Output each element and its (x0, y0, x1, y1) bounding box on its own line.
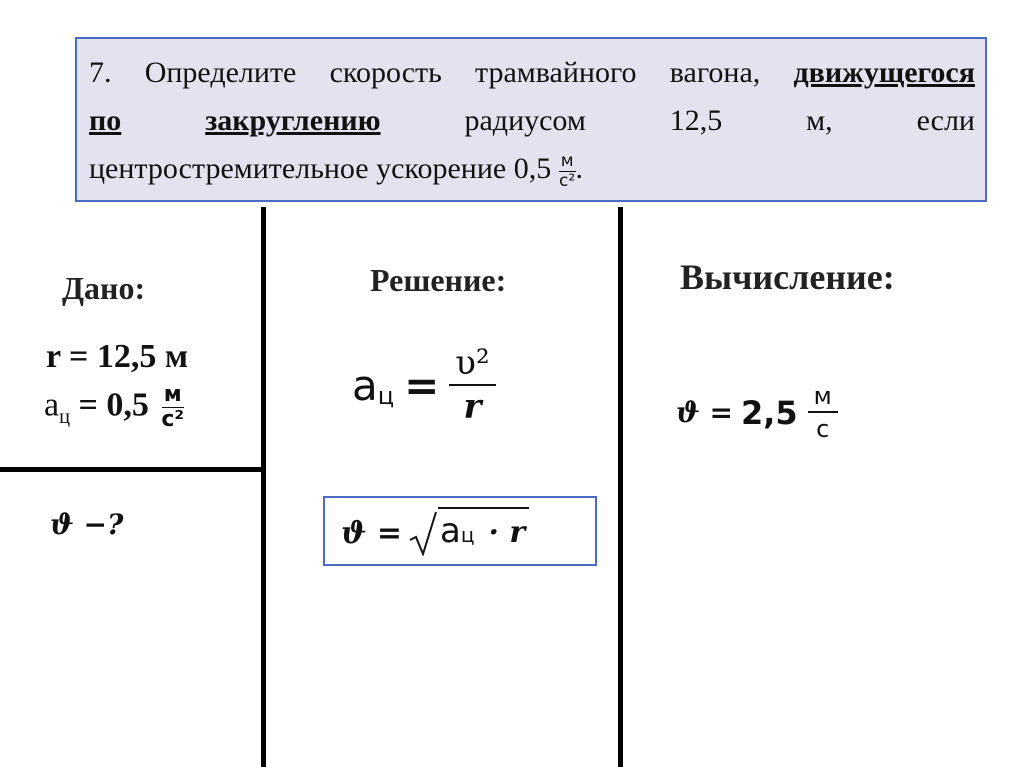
task-word: 12,5 (669, 104, 723, 137)
accel-subscript: ц (377, 382, 395, 410)
task-underlined-word: по (89, 104, 122, 137)
velocity-unit (808, 384, 838, 441)
given-acceleration (44, 384, 184, 431)
unit-fraction (559, 150, 576, 191)
velocity-lhs: ϑ = (676, 396, 733, 429)
accel-symbol: a (352, 360, 378, 410)
sqrt-icon (408, 510, 438, 556)
task-word: если (916, 104, 975, 137)
column-divider-right (618, 207, 623, 767)
given-divider (0, 467, 264, 472)
accel-subscript: ц (59, 406, 71, 429)
given-radius: r = 12,5 м (46, 338, 189, 375)
formula-numerator: υ² (449, 346, 495, 386)
task-line-2 (89, 97, 975, 145)
formula-fraction (449, 343, 495, 427)
column-divider-left (261, 207, 266, 767)
accel-subscript: ц (460, 523, 475, 547)
sqrt-radicand (438, 507, 529, 551)
unit-numerator: м (560, 150, 574, 171)
task-number: 7. (89, 56, 112, 89)
task-underlined-word: закруглению (205, 104, 381, 137)
calculation-result (676, 384, 838, 441)
unit-numerator: м (808, 384, 838, 413)
derived-formula (341, 510, 529, 556)
accel-value: = 0,5 (70, 386, 149, 424)
task-word: Определите (144, 56, 297, 89)
unit-denominator: с (816, 415, 830, 443)
centripetal-formula (352, 343, 496, 427)
unit-denominator: с² (559, 170, 576, 191)
task-word: м, (806, 104, 833, 137)
velocity-lhs: ϑ = (341, 515, 403, 551)
task-statement (75, 37, 987, 202)
unknown-velocity: ϑ −? (50, 508, 124, 541)
velocity-value: 2,5 (740, 393, 798, 432)
accel-symbol: a (44, 386, 60, 424)
task-period: . (575, 152, 584, 185)
accel-symbol: a (440, 511, 461, 551)
times-radius: · r (488, 515, 526, 550)
accel-unit (161, 384, 184, 431)
given-heading: Дано: (62, 270, 146, 306)
task-underlined-word: движущегося (793, 56, 975, 89)
task-line-3 (89, 145, 975, 193)
unit-denominator: с² (161, 407, 185, 432)
derived-formula-box (323, 496, 597, 566)
task-text: центростремительное ускорение 0,5 (89, 152, 552, 185)
unit-numerator: м (163, 382, 182, 407)
task-word: трамвайного (475, 56, 637, 89)
formula-denominator: r (463, 387, 482, 427)
task-word: радиусом (464, 104, 586, 137)
calc-heading: Вычисление: (680, 257, 895, 297)
task-word: скорость (329, 56, 442, 89)
task-line-1 (89, 49, 975, 97)
equals-sign: = (404, 360, 440, 410)
task-word: вагона, (669, 56, 761, 89)
solution-heading: Решение: (370, 262, 507, 298)
